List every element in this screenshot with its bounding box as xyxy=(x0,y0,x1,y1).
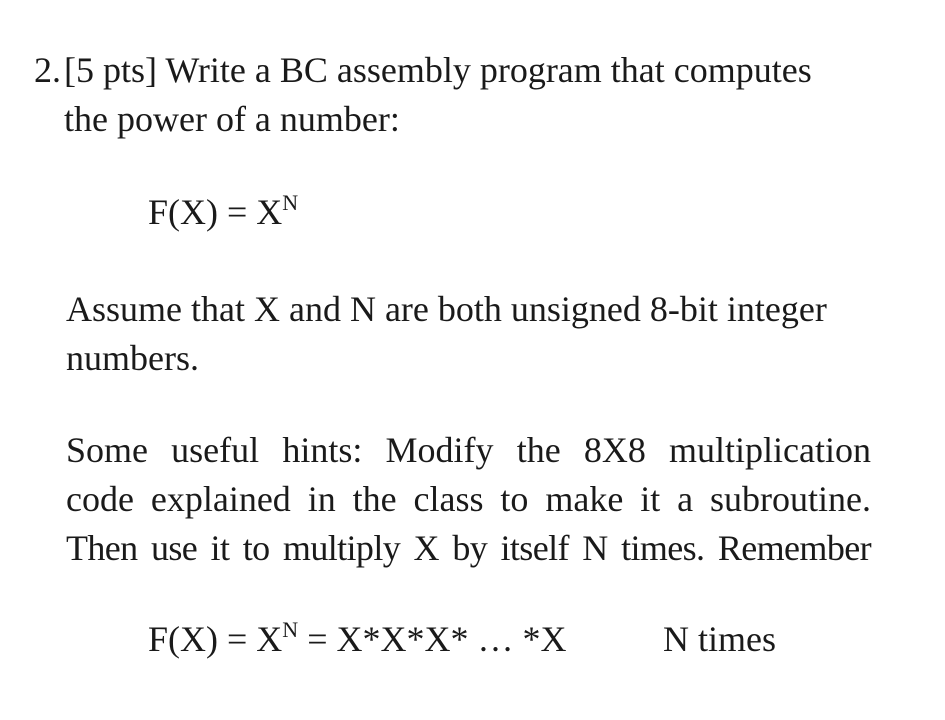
expanded-formula-exponent: N xyxy=(282,617,299,642)
expanded-formula-rhs: = X*X*X* … *X xyxy=(298,619,567,659)
hint-line2: code explained in the class to make it a subroutine. xyxy=(66,479,871,519)
n-times-note: N times xyxy=(663,619,776,659)
assumption-line2: numbers. xyxy=(66,338,199,378)
question-text-line1: [5 pts] Write a BC assembly program that computes xyxy=(64,50,812,90)
hint-line1: Some useful hints: Modify the 8X8 multiplication xyxy=(66,430,871,470)
expanded-formula-lhs: F(X) = X xyxy=(148,619,283,659)
expanded-formula xyxy=(148,617,566,666)
question-number: 2. xyxy=(34,50,61,90)
power-formula xyxy=(148,190,298,239)
hint-line3: Then use it to multiply X by itself N times. Remember xyxy=(66,528,871,568)
formula-exponent: N xyxy=(282,190,299,215)
question-text-line2: the power of a number: xyxy=(64,99,400,139)
formula-lhs: F(X) = X xyxy=(148,192,283,232)
assumption-line1: Assume that X and N are both unsigned 8-bit integer xyxy=(66,289,827,329)
